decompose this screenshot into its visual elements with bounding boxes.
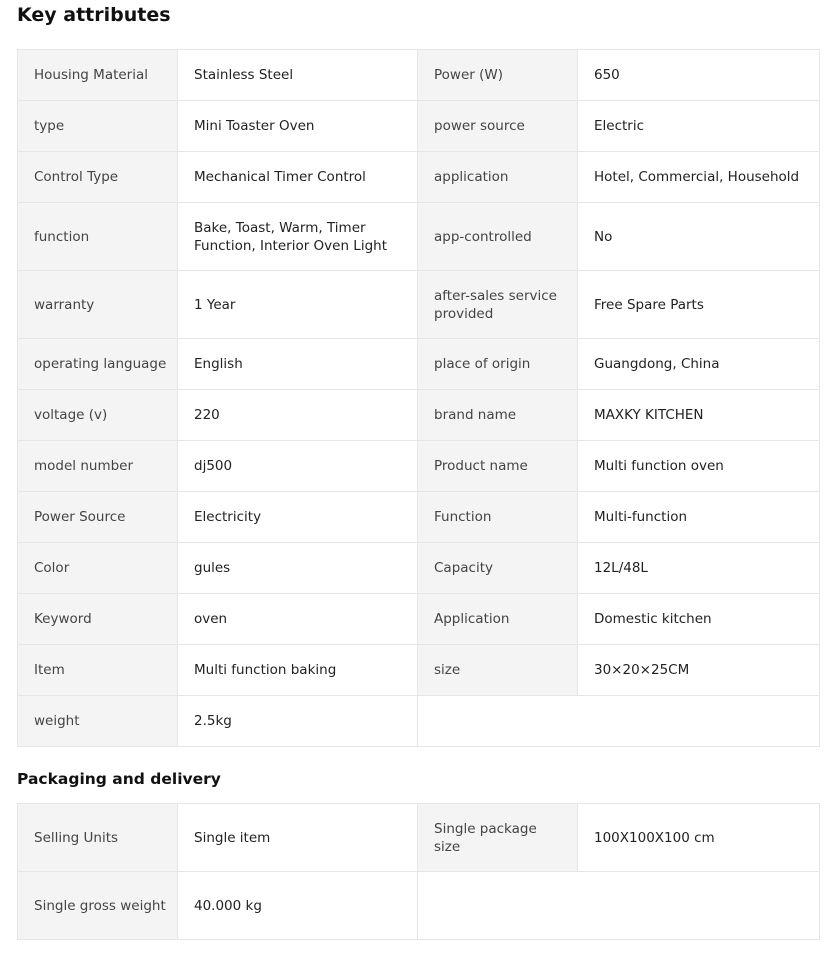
attribute-key: Color — [18, 543, 178, 594]
attribute-row — [18, 203, 820, 271]
attribute-row — [18, 804, 820, 872]
attribute-value: 1 Year — [178, 271, 418, 339]
attribute-value: Bake, Toast, Warm, Timer Function, Interior Oven Light — [178, 203, 418, 271]
attribute-key: brand name — [418, 390, 578, 441]
attribute-value: 220 — [178, 390, 418, 441]
attribute-row — [18, 390, 820, 441]
attribute-key: app-controlled — [418, 203, 578, 271]
attribute-row — [18, 50, 820, 101]
attribute-value: MAXKY KITCHEN — [578, 390, 820, 441]
attribute-key: Single package size — [418, 804, 578, 872]
attribute-value: No — [578, 203, 820, 271]
attribute-key: Power (W) — [418, 50, 578, 101]
attribute-value: 30×20×25CM — [578, 645, 820, 696]
attribute-value: 12L/48L — [578, 543, 820, 594]
attribute-value: Guangdong, China — [578, 339, 820, 390]
attribute-key: after-sales service provided — [418, 271, 578, 339]
attribute-value: Stainless Steel — [178, 50, 418, 101]
attribute-value: Electricity — [178, 492, 418, 543]
attribute-key: type — [18, 101, 178, 152]
attribute-value: English — [178, 339, 418, 390]
attribute-key: voltage (v) — [18, 390, 178, 441]
attribute-value: Multi-function — [578, 492, 820, 543]
attribute-value: Free Spare Parts — [578, 271, 820, 339]
attribute-key: model number — [18, 441, 178, 492]
attribute-value: 2.5kg — [178, 696, 418, 747]
attribute-value: 100X100X100 cm — [578, 804, 820, 872]
attribute-value: Single item — [178, 804, 418, 872]
attribute-key: Capacity — [418, 543, 578, 594]
attribute-value: Electric — [578, 101, 820, 152]
attribute-key: size — [418, 645, 578, 696]
attribute-key: place of origin — [418, 339, 578, 390]
attribute-key: Selling Units — [18, 804, 178, 872]
attribute-value: 40.000 kg — [178, 872, 418, 940]
empty-cell — [418, 696, 820, 747]
packaging-delivery-title: Packaging and delivery — [17, 770, 221, 788]
attribute-key: operating language — [18, 339, 178, 390]
attribute-value: Hotel, Commercial, Household — [578, 152, 820, 203]
attribute-row — [18, 101, 820, 152]
attribute-row — [18, 872, 820, 940]
attribute-row — [18, 594, 820, 645]
attribute-row — [18, 696, 820, 747]
attribute-key: weight — [18, 696, 178, 747]
key-attributes-table — [17, 49, 820, 747]
attribute-key: Housing Material — [18, 50, 178, 101]
attribute-value: Multi function baking — [178, 645, 418, 696]
attribute-key: power source — [418, 101, 578, 152]
packaging-delivery-table — [17, 803, 820, 940]
attribute-key: warranty — [18, 271, 178, 339]
attribute-value: 650 — [578, 50, 820, 101]
attribute-row — [18, 492, 820, 543]
attribute-value: gules — [178, 543, 418, 594]
key-attributes-title: Key attributes — [17, 4, 171, 26]
attribute-row — [18, 441, 820, 492]
attribute-row — [18, 543, 820, 594]
attribute-value: Mini Toaster Oven — [178, 101, 418, 152]
attribute-value: Domestic kitchen — [578, 594, 820, 645]
attribute-value: Mechanical Timer Control — [178, 152, 418, 203]
attribute-row — [18, 339, 820, 390]
attribute-key: application — [418, 152, 578, 203]
attribute-key: Keyword — [18, 594, 178, 645]
attribute-value: dj500 — [178, 441, 418, 492]
attribute-key: Power Source — [18, 492, 178, 543]
attribute-key: Function — [418, 492, 578, 543]
attribute-key: Application — [418, 594, 578, 645]
empty-cell — [418, 872, 820, 940]
attribute-value: Multi function oven — [578, 441, 820, 492]
attribute-key: Control Type — [18, 152, 178, 203]
attribute-row — [18, 645, 820, 696]
attribute-key: Single gross weight — [18, 872, 178, 940]
attribute-key: Item — [18, 645, 178, 696]
attribute-key: function — [18, 203, 178, 271]
attribute-row — [18, 152, 820, 203]
attribute-value: oven — [178, 594, 418, 645]
attribute-row — [18, 271, 820, 339]
attribute-key: Product name — [418, 441, 578, 492]
